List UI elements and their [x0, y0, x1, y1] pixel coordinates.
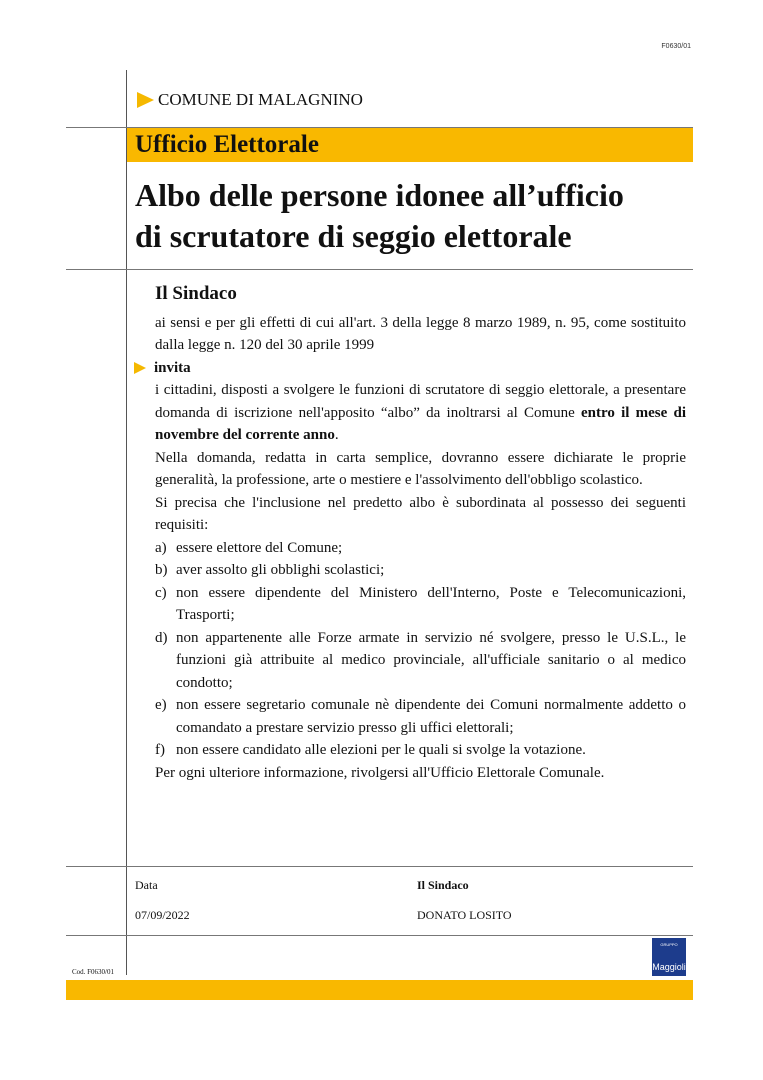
triangle-bullet-icon: [137, 92, 154, 108]
domanda-paragraph: Nella domanda, redatta in carta semplice, dovranno essere dichiarate le proprie generalità, la professione, arte o mestiere e l'assolvimento dell'obbligo scolastico.: [155, 449, 686, 488]
requisiti-intro: Si precisa che l'inclusione nel predetto albo è subordinata al possesso dei seguenti requisiti:: [155, 494, 686, 533]
sindaco-heading: Il Sindaco: [155, 283, 237, 304]
signature-label: Il Sindaco: [417, 878, 469, 892]
list-item: b) aver assolto gli obblighi scolastici;: [155, 562, 385, 578]
list-item: a) essere elettore del Comune;: [155, 539, 343, 556]
divider: [66, 866, 693, 867]
list-item: c) non essere dipendente del Ministero dell'Interno, Poste e Telecomunicazioni, Trasporti;: [155, 584, 686, 623]
divider: [66, 269, 693, 270]
list-item: f) non essere candidato alle elezioni per le quali si svolge la votazione.: [155, 742, 586, 758]
ufficio-title: Ufficio Elettorale: [135, 131, 319, 158]
signature-name: DONATO LOSITO: [417, 908, 512, 922]
document-code-bottom: Cod. F0630/01: [72, 968, 115, 976]
title-line-2: di scrutatore di seggio elettorale: [135, 218, 572, 254]
invitation-text: i cittadini, disposti a svolgere le funzioni di scrutatore di seggio elettorale, a presentare domanda di iscrizione nell'apposito “albo” da inoltrarsi al Comune: [155, 382, 686, 421]
page-title: [135, 175, 695, 257]
comune-header: [137, 90, 363, 110]
logo-text: Maggioli: [652, 962, 686, 972]
invitation-end: .: [334, 427, 339, 443]
list-item: e) non essere segretario comunale nè dipendente dei Comuni normalmente addetto o comandato a prestare servizio presso gli uffici elettorali;: [155, 697, 686, 736]
vertical-rule: [126, 70, 127, 975]
invita-line: [134, 357, 686, 380]
requirements-list: [155, 537, 686, 762]
intro-paragraph: ai sensi e per gli effetti di cui all'art. 3 della legge 8 marzo 1989, n. 95, come sostituito dalla legge n. 120 del 30 aprile 1999: [155, 314, 686, 353]
maggioli-logo: [652, 938, 686, 976]
document-code-top: F0630/01: [661, 43, 691, 50]
invitation-paragraph: [155, 379, 686, 447]
title-line-1: Albo delle persone idonee all’ufficio: [135, 177, 624, 213]
triangle-bullet-icon: [134, 362, 146, 374]
date-value: 07/09/2022: [135, 908, 190, 922]
closing-paragraph: Per ogni ulteriore informazione, rivolgersi all'Ufficio Elettorale Comunale.: [155, 764, 605, 781]
list-item: d) non appartenente alle Forze armate in servizio né svolgere, presso le U.S.L., le funzioni già attribuite al medico provinciale, all'ufficiale sanitario o al medico condotto;: [155, 629, 686, 691]
comune-name: COMUNE DI MALAGNINO: [158, 90, 363, 109]
deadline-text: entro il mese di novembre del corrente anno: [155, 404, 687, 443]
divider: [66, 935, 693, 936]
bottom-band: [66, 980, 693, 1000]
logo-group-text: GRUPPO: [660, 942, 678, 947]
date-label: Data: [135, 878, 158, 892]
invita-label: invita: [154, 359, 191, 376]
notice-body: [155, 283, 686, 784]
